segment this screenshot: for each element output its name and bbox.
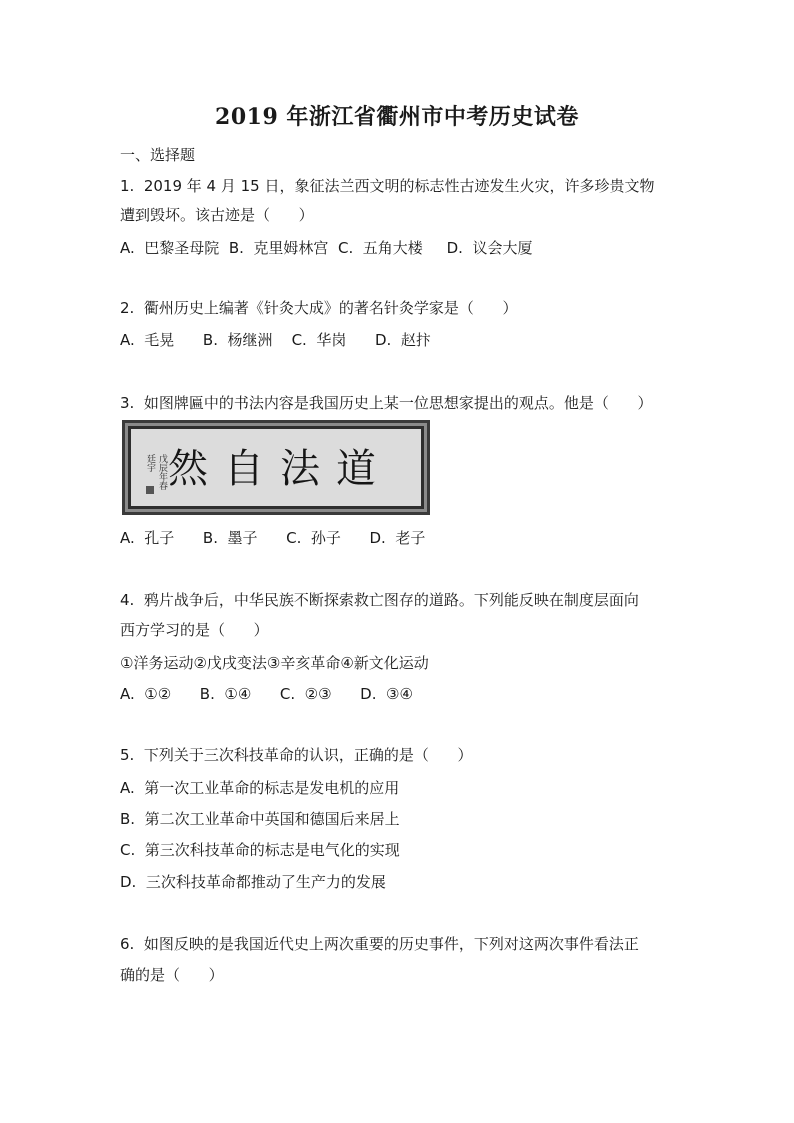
- section-heading: 一、选择题: [120, 146, 196, 164]
- question-5-stem: 5. 下列关于三次科技革命的认识，正确的是（ ）: [120, 746, 473, 764]
- calligraphy-plaque: [122, 420, 430, 515]
- plaque-signature-name: 廷宇: [145, 454, 155, 472]
- page-title: 2019 年浙江省衢州市中考历史试卷: [215, 104, 579, 130]
- question-1-stem: 1. 2019 年 4 月 15 日，象征法兰西文明的标志性古迹发生火灾，许多珍贵文物: [120, 177, 655, 195]
- question-6-stem-cont: 确的是（ ）: [120, 966, 224, 984]
- plaque-signature: 戊辰年春: [157, 454, 167, 490]
- plaque-seal: [146, 486, 154, 494]
- question-5-option-c: C. 第三次科技革命的标志是电气化的实现: [120, 841, 400, 859]
- question-4-options: A. ①② B. ①④ C. ②③ D. ③④: [120, 685, 413, 703]
- question-2-options: A. 毛晃 B. 杨继洲 C. 华岗 D. 赵抃: [120, 331, 431, 349]
- question-1-options: A. 巴黎圣母院 B. 克里姆林宫 C. 五角大楼 D. 议会大厦: [120, 239, 533, 257]
- question-6-stem: 6. 如图反映的是我国近代史上两次重要的历史事件，下列对这两次事件看法正: [120, 935, 639, 953]
- question-1-stem-cont: 遭到毁坏。该古迹是（ ）: [120, 206, 314, 224]
- question-5-option-d: D. 三次科技革命都推动了生产力的发展: [120, 873, 386, 891]
- question-3-stem: 3. 如图牌匾中的书法内容是我国历史上某一位思想家提出的观点。他是（ ）: [120, 394, 653, 412]
- question-4-stem: 4. 鸦片战争后，中华民族不断探索救亡图存的道路。下列能反映在制度层面向: [120, 591, 639, 609]
- plaque-calligraphy: 然自法道: [168, 446, 392, 492]
- question-4-stem-cont: 西方学习的是（ ）: [120, 621, 269, 639]
- question-5-option-a: A. 第一次工业革命的标志是发电机的应用: [120, 779, 400, 797]
- question-4-items: ①洋务运动②戊戌变法③辛亥革命④新文化运动: [120, 654, 429, 672]
- question-5-option-b: B. 第二次工业革命中英国和德国后来居上: [120, 810, 400, 828]
- question-2-stem: 2. 衢州历史上编著《针灸大成》的著名针灸学家是（ ）: [120, 299, 518, 317]
- question-3-options: A. 孔子 B. 墨子 C. 孙子 D. 老子: [120, 529, 426, 547]
